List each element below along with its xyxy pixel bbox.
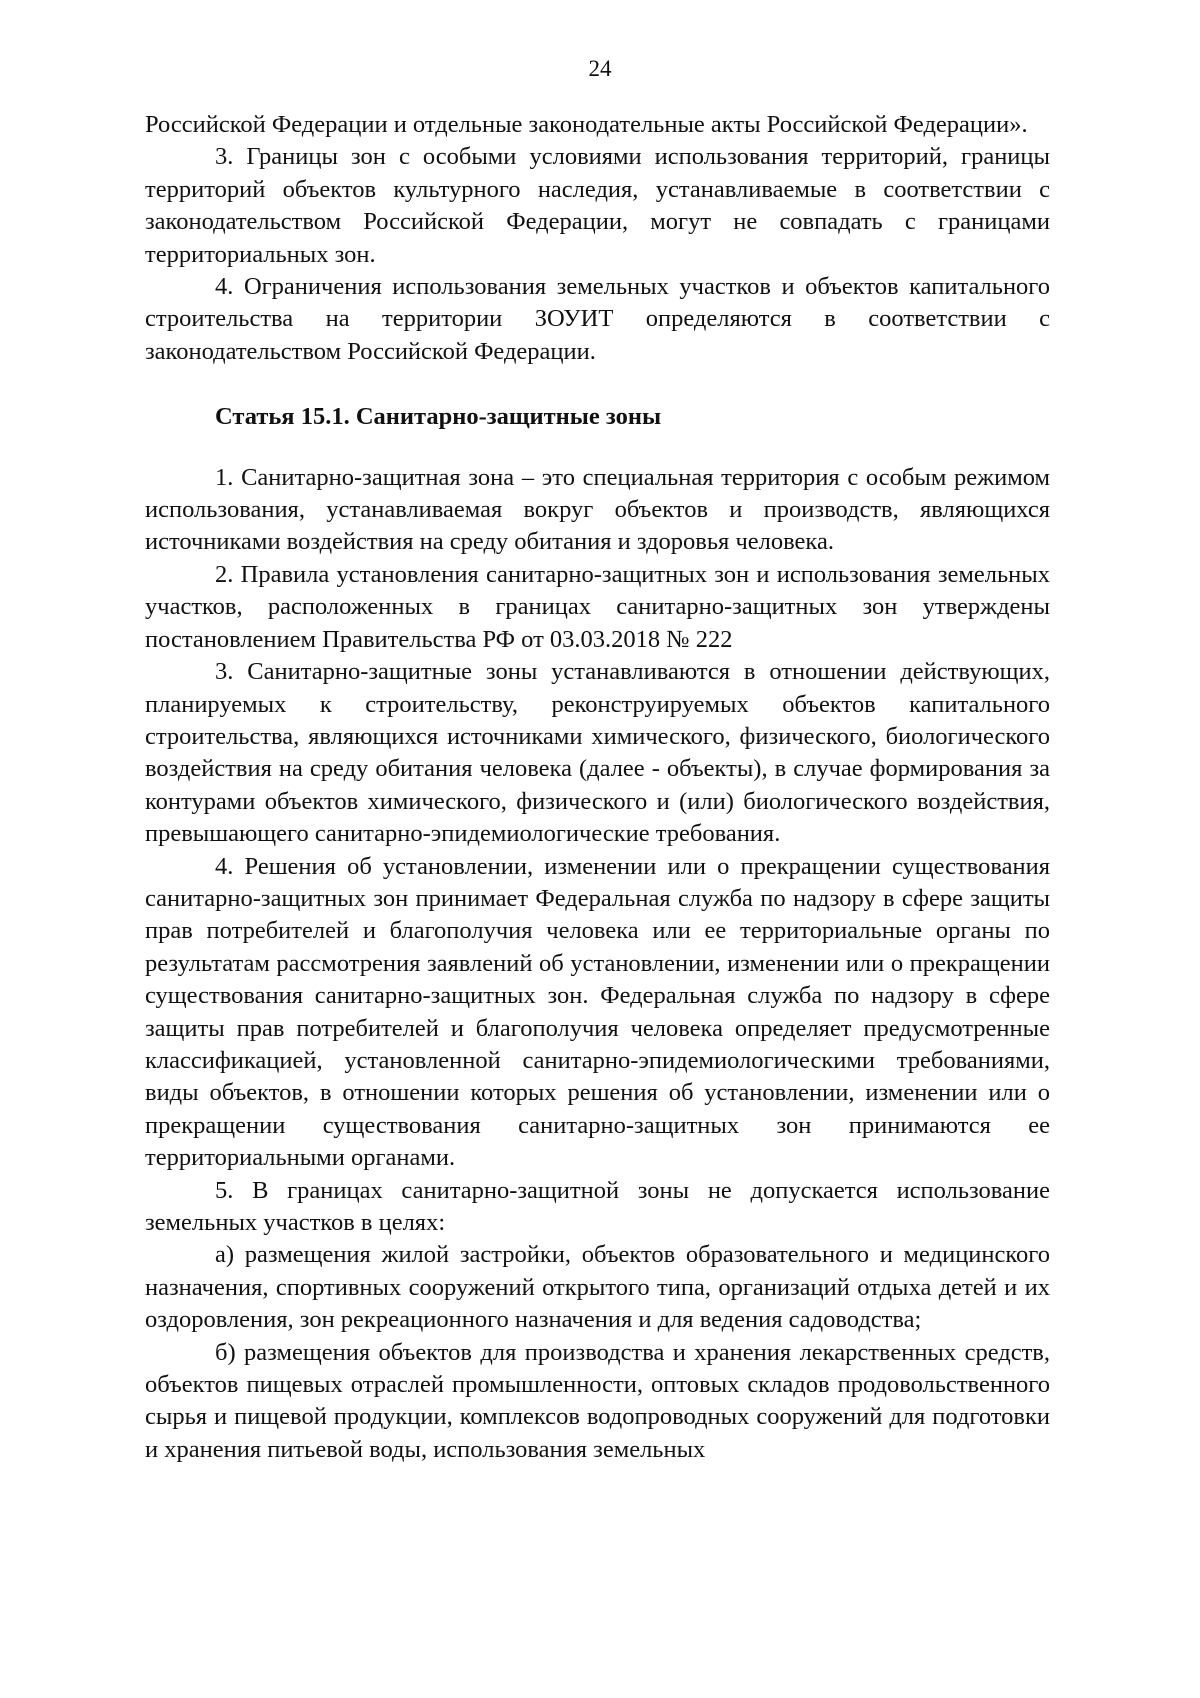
article-paragraph-5: 5. В границах санитарно-защитной зоны не допускается использование земельных участков в целях: (145, 1176, 1050, 1236)
article-paragraph-2: 2. Правила установления санитарно-защитных зон и использования земельных участков, расположенных в границах санитарно-защитных зон утверждены постановлением Правительства РФ от 03.03.2018 № 222 (145, 560, 1050, 653)
paragraph-item-3: 3. Границы зон с особыми условиями использования территорий, границы территорий объектов культурного наследия, устанавливаемые в соответствии с законодательством Российской Федерации, могут не совпадать с границами территориальных зон. (145, 143, 1050, 268)
article-subitem-b: б) размещения объектов для производства и хранения лекарственных средств, объектов пищевых отраслей промышленности, оптовых складов продовольственного сырья и пищевой продукции, комплексов водопроводных сооружений для подготовки и хранения питьевой воды, использования земельных (145, 1338, 1050, 1463)
page-number: 24 (588, 56, 612, 81)
article-paragraph-4: 4. Решения об установлении, изменении или о прекращении существования санитарно-защитных зон принимает Федеральная служба по надзору в сфере защиты прав потребителей и благополучия человека или ее территориальные органы по результатам рассмотрения заявлений об установлении, изменении или о прекращении существования санитарно-защитных зон. Федеральная служба по надзору в сфере защиты прав потребителей и благополучия человека определяет предусмотренные классификацией, установленной санитарно-эпидемиологическими требованиями, виды объектов, в отношении которых решения об установлении, изменении или о прекращении существования санитарно-защитных зон принимаются ее территориальными органами. (145, 852, 1050, 1172)
article-title: Статья 15.1. Санитарно-защитные зоны (215, 403, 662, 431)
paragraph-continuation: Российской Федерации и отдельные законодательные акты Российской Федерации». (145, 111, 1028, 138)
article-paragraph-3: 3. Санитарно-защитные зоны устанавливаются в отношении действующих, планируемых к строительству, реконструируемых объектов капитального строительства, являющихся источниками химического, физического, биологического воздействия на среду обитания человека (далее - объекты), в случае формирования за контурами объектов химического, физического и (или) биологического воздействия, превышающего санитарно-эпидемиологические требования. (145, 658, 1050, 848)
document-body (145, 109, 1050, 1466)
article-paragraph-1: 1. Санитарно-защитная зона – это специальная территория с особым режимом использования, устанавливаемая вокруг объектов и производств, являющихся источниками воздействия на среду обитания и здоровья человека. (145, 463, 1050, 556)
paragraph-item-4: 4. Ограничения использования земельных участков и объектов капитального строительства на территории ЗОУИТ определяются в соответствии с законодательством Российской Федерации. (145, 273, 1050, 365)
article-subitem-a: а) размещения жилой застройки, объектов образовательного и медицинского назначения, спортивных сооружений открытого типа, организаций отдыха детей и их оздоровления, зон рекреационного назначения и для ведения садоводства; (145, 1241, 1050, 1334)
